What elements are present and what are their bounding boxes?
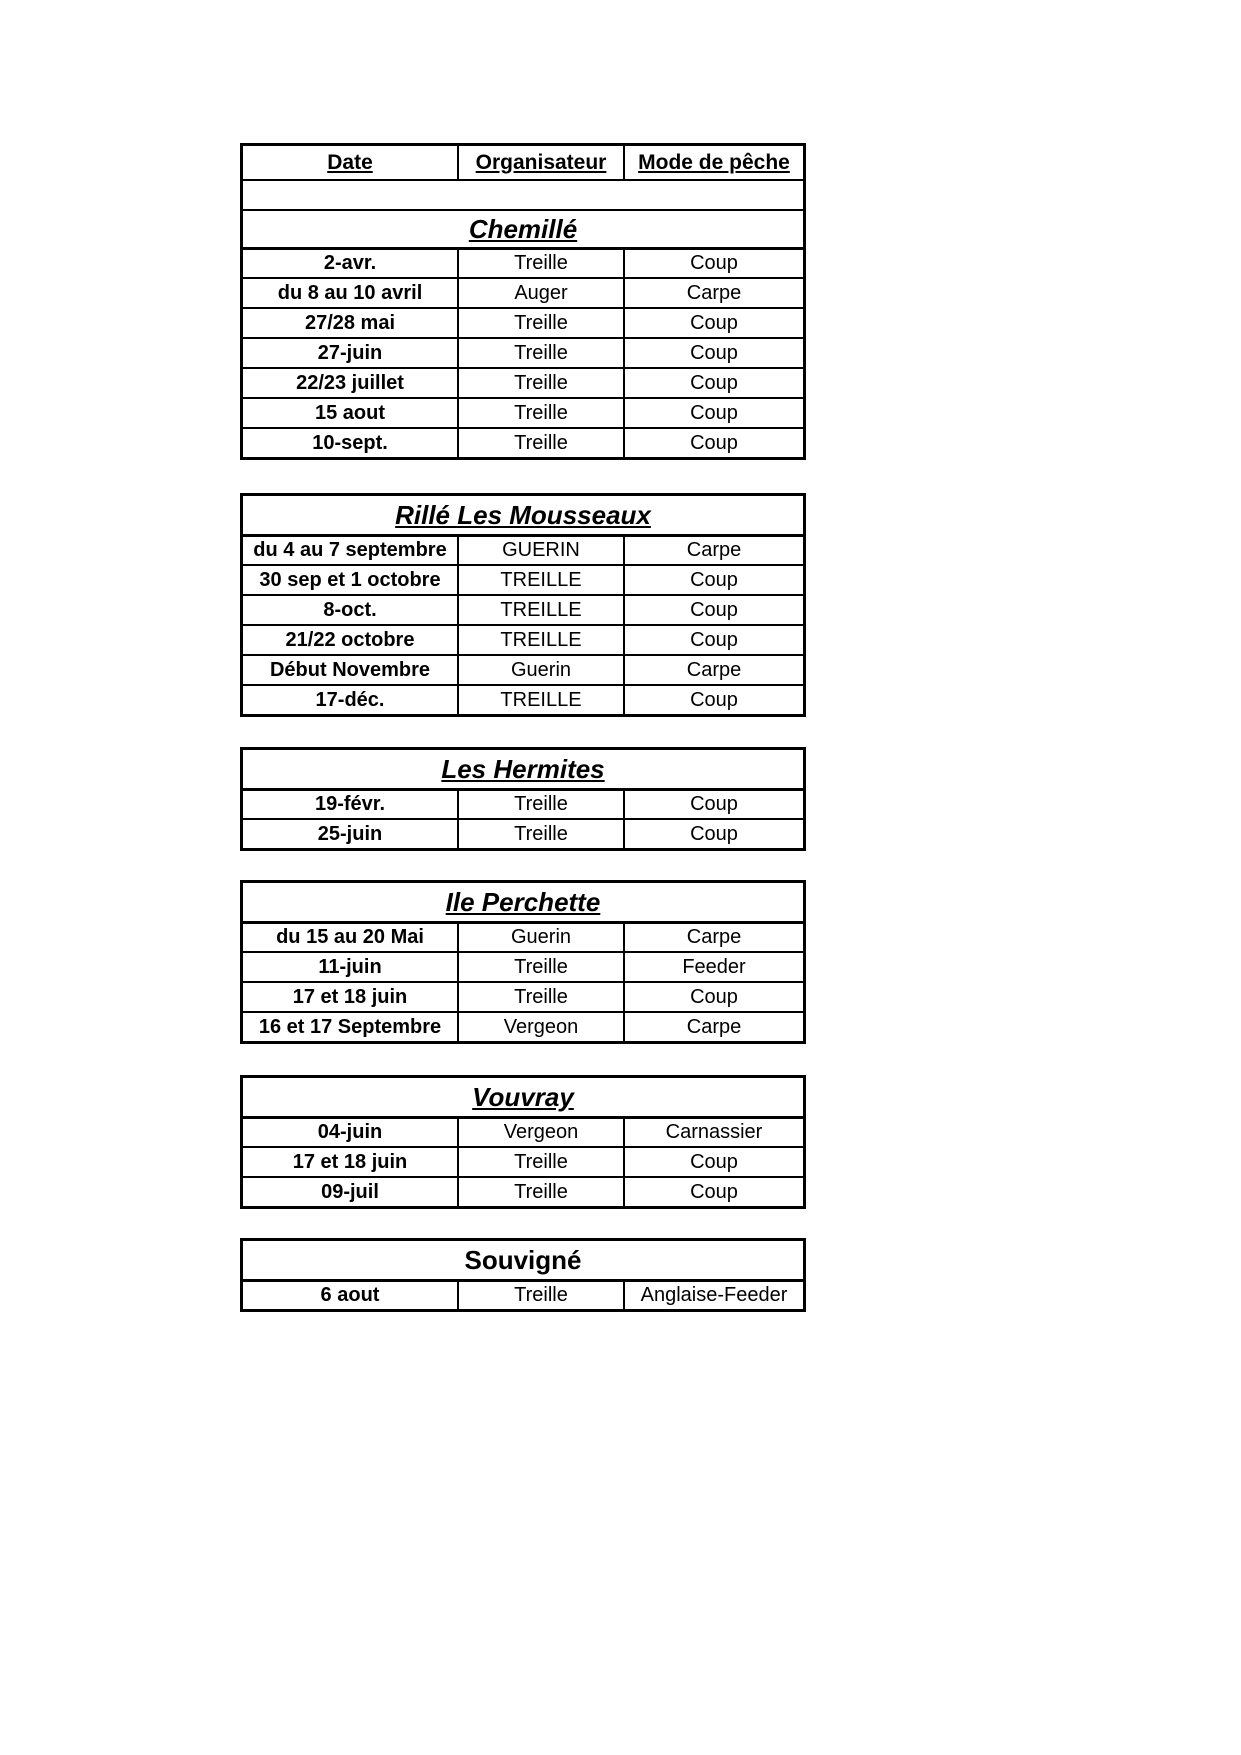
cell-mode: Carnassier xyxy=(623,1119,803,1146)
cell-mode: Coup xyxy=(623,429,803,457)
cell-organisateur: Treille xyxy=(457,369,623,397)
cell-mode: Coup xyxy=(623,399,803,427)
table-row xyxy=(243,367,803,397)
cell-date: 17-déc. xyxy=(315,688,385,711)
cell-mode: Coup xyxy=(623,791,803,818)
cell-date: 25-juin xyxy=(317,822,383,845)
cell-date: 8-oct. xyxy=(323,598,377,621)
section-title-row xyxy=(243,1241,803,1279)
cell-date: Début Novembre xyxy=(269,658,431,681)
cell-mode: Coup xyxy=(623,686,803,714)
cell-organisateur: Guerin xyxy=(457,656,623,684)
cell-mode: Carpe xyxy=(623,656,803,684)
table-row xyxy=(243,247,803,277)
header-row xyxy=(243,146,803,179)
header-organisateur: Organisateur xyxy=(457,146,623,179)
cell-mode: Carpe xyxy=(623,537,803,564)
table-rille xyxy=(240,493,806,717)
section-title-hermites: Les Hermites xyxy=(441,753,605,784)
cell-date: du 4 au 7 septembre xyxy=(253,539,447,561)
table-row xyxy=(243,307,803,337)
cell-mode: Coup xyxy=(623,820,803,848)
cell-organisateur: Treille xyxy=(457,1282,623,1309)
table-row xyxy=(243,1279,803,1309)
section-title-row xyxy=(243,750,803,788)
table-row xyxy=(243,951,803,981)
cell-mode: Anglaise-Feeder xyxy=(623,1282,803,1309)
cell-organisateur: Vergeon xyxy=(457,1119,623,1146)
cell-date: 04-juin xyxy=(317,1121,383,1143)
cell-mode: Coup xyxy=(623,626,803,654)
cell-organisateur: Treille xyxy=(457,820,623,848)
section-title-row xyxy=(243,1078,803,1116)
section-title-row xyxy=(243,209,803,247)
cell-mode: Coup xyxy=(623,309,803,337)
cell-date: 27/28 mai xyxy=(304,311,396,334)
cell-organisateur: Vergeon xyxy=(457,1013,623,1041)
cell-organisateur: TREILLE xyxy=(457,626,623,654)
cell-date: du 8 au 10 avril xyxy=(277,281,423,304)
cell-organisateur: Treille xyxy=(457,429,623,457)
cell-date: 27-juin xyxy=(317,341,383,364)
table-row xyxy=(243,654,803,684)
cell-mode: Coup xyxy=(623,596,803,624)
table-row xyxy=(243,981,803,1011)
cell-date: 19-févr. xyxy=(314,793,386,815)
table-hermites xyxy=(240,747,806,851)
cell-organisateur: TREILLE xyxy=(457,686,623,714)
table-row xyxy=(243,534,803,564)
table-row xyxy=(243,1176,803,1206)
cell-date: 30 sep et 1 octobre xyxy=(259,568,441,591)
cell-mode: Carpe xyxy=(623,924,803,951)
cell-organisateur: Treille xyxy=(457,983,623,1011)
table-row xyxy=(243,818,803,848)
table-row xyxy=(243,788,803,818)
cell-mode: Carpe xyxy=(623,279,803,307)
cell-date: 6 aout xyxy=(320,1284,380,1306)
table-row xyxy=(243,397,803,427)
table-vouvray xyxy=(240,1075,806,1209)
section-title-souvigne: Souvigné xyxy=(464,1244,582,1275)
table-souvigne xyxy=(240,1238,806,1312)
table-row xyxy=(243,1146,803,1176)
cell-mode: Coup xyxy=(623,250,803,277)
table-row xyxy=(243,427,803,457)
section-title-row xyxy=(243,496,803,534)
cell-mode: Coup xyxy=(623,983,803,1011)
cell-date: 15 aout xyxy=(314,401,386,424)
cell-date: 17 et 18 juin xyxy=(292,1150,408,1173)
section-title-chemille: Chemillé xyxy=(468,213,578,244)
cell-date: 11-juin xyxy=(318,955,382,978)
cell-organisateur: Treille xyxy=(457,1178,623,1206)
section-title-row xyxy=(243,883,803,921)
cell-mode: Coup xyxy=(623,1178,803,1206)
cell-mode: Coup xyxy=(623,339,803,367)
table-chemille xyxy=(240,143,806,460)
cell-date: 10-sept. xyxy=(312,431,388,454)
cell-organisateur: Treille xyxy=(457,339,623,367)
table-row xyxy=(243,564,803,594)
cell-organisateur: Treille xyxy=(457,399,623,427)
section-title-rille: Rillé Les Mousseaux xyxy=(395,499,651,530)
cell-date: 16 et 17 Septembre xyxy=(258,1015,442,1038)
cell-date: 22/23 juillet xyxy=(296,371,404,394)
cell-date: 09-juil xyxy=(321,1180,379,1203)
table-perchette xyxy=(240,880,806,1044)
cell-organisateur: TREILLE xyxy=(457,596,623,624)
table-row xyxy=(243,684,803,714)
cell-date: du 15 au 20 Mai xyxy=(276,926,424,948)
cell-organisateur: Treille xyxy=(457,250,623,277)
cell-mode: Feeder xyxy=(623,953,803,981)
cell-date: 21/22 octobre xyxy=(285,628,415,651)
section-title-vouvray: Vouvray xyxy=(472,1081,574,1112)
table-row xyxy=(243,594,803,624)
cell-organisateur: TREILLE xyxy=(457,566,623,594)
table-row xyxy=(243,921,803,951)
table-row xyxy=(243,337,803,367)
cell-date: 2-avr. xyxy=(323,252,377,274)
table-row xyxy=(243,1011,803,1041)
header-mode: Mode de pêche xyxy=(623,146,803,179)
cell-mode: Carpe xyxy=(623,1013,803,1041)
header-date: Date xyxy=(327,150,373,174)
cell-organisateur: Treille xyxy=(457,791,623,818)
table-row xyxy=(243,1116,803,1146)
cell-mode: Coup xyxy=(623,566,803,594)
cell-organisateur: Treille xyxy=(457,953,623,981)
cell-organisateur: Guerin xyxy=(457,924,623,951)
cell-organisateur: Treille xyxy=(457,309,623,337)
cell-mode: Coup xyxy=(623,369,803,397)
blank-row xyxy=(243,179,803,209)
cell-organisateur: Auger xyxy=(457,279,623,307)
table-row xyxy=(243,624,803,654)
cell-organisateur: Treille xyxy=(457,1148,623,1176)
cell-mode: Coup xyxy=(623,1148,803,1176)
table-row xyxy=(243,277,803,307)
section-title-perchette: Ile Perchette xyxy=(445,886,601,917)
cell-date: 17 et 18 juin xyxy=(292,985,408,1008)
cell-organisateur: GUERIN xyxy=(457,537,623,564)
